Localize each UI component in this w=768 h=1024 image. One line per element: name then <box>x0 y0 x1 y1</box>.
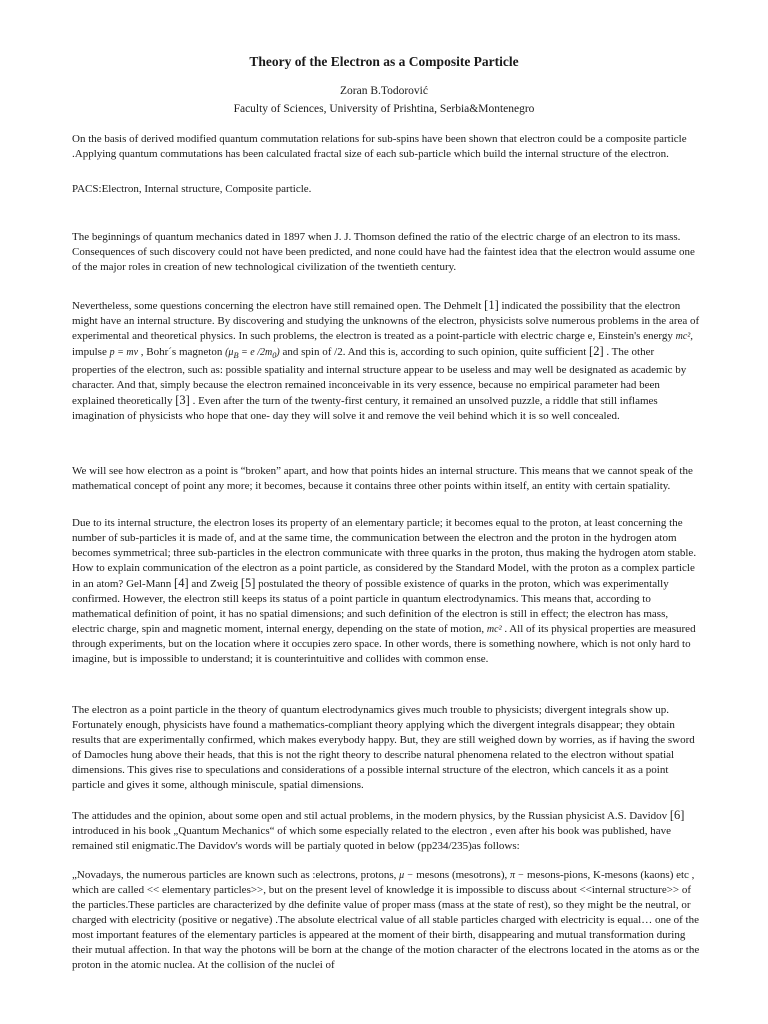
citation-3: [3] <box>175 393 190 407</box>
formula-part: (μ <box>225 347 234 358</box>
text-run: Due to its internal structure, the electron loses its property of an elementary particle; it becomes equal to the proton, at least concerning the number of sub-particles it is made of, and at the same time, the communication between the electron and the proton in the hydrogen atom becomes symmetrical; three sub-particles in the electron communicate with three quarks in the proton, thus making the hydrogen atom stable. How to explain communication of the electron as a point particle, as considered by the Standard Model, with the proton as a complex particle in an atom? Gel-Mann <box>72 517 697 590</box>
text-run: . Even after the turn of the twenty-first century, it remained an unsolved puzzle, a riddle that still inflames imagination of physicists who hope that one- day they will solve it and remove the veil behind which it is so well concealed. <box>72 395 658 422</box>
abstract <box>72 132 700 162</box>
formula-pi-meson: π − <box>510 870 525 881</box>
text-run: , Bohr´s magneton <box>138 346 226 358</box>
citation-5: [5] <box>240 576 256 590</box>
text-run: Nevertheless, some questions concerning the electron have still remained open. The Dehmelt <box>72 300 485 312</box>
formula-mc2: mc² <box>675 331 691 342</box>
formula-bohr-magneton <box>225 347 280 358</box>
paragraph-7-text <box>72 868 700 973</box>
text-run: and Zweig <box>188 578 241 590</box>
paragraph-4-text <box>72 516 700 667</box>
formula-part: B <box>233 351 239 360</box>
formula-mc2: mc² <box>486 624 502 635</box>
text-run: , impulse <box>72 330 694 358</box>
abstract-text: On the basis of derived modified quantum commutation relations for sub-spins have been shown that electron could be a composite particle .Applying quantum commutations has been calculated fractal size of each sub-particle which build the internal structure of the electron. <box>72 133 687 160</box>
paragraph-2 <box>72 298 700 424</box>
paragraph-4 <box>72 516 700 667</box>
paragraph-5 <box>72 703 700 793</box>
citation-2: [2] <box>589 344 604 358</box>
paragraph-6 <box>72 808 700 854</box>
text-run: . The other properties of the electron, such as: possible spatiality and internal structure appear to be useless and may well be designated as academic by character. And that, simply because the electron remained inconceivable in its very essence, because no empirical parameter had been explained theoretically <box>72 346 687 407</box>
formula-mu-meson: μ − <box>399 870 414 881</box>
text-run: indicated the possibility that the electron might have an internal structure. By discovering and studying the unknowns of the electron, physicists solve numerous problems in the area of experimental and theoretical physics. In such problems, the electron is treated as a point-particle with electric charge e, Einstein's energy <box>72 300 700 342</box>
affiliation: Faculty of Sciences, University of Prishtina, Serbia&Montenegro <box>233 103 535 115</box>
formula-part: = e /2m <box>238 347 273 358</box>
formula-part: 0 <box>272 351 277 360</box>
paragraph-1 <box>72 230 700 275</box>
pacs-line <box>72 182 700 197</box>
paragraph-7 <box>72 868 700 973</box>
paragraph-5-text: The electron as a point particle in the theory of quantum electrodynamics gives much trouble to physicists; divergent integrals show up. Fortunately enough, physicists have found a mathematics-compliant theory applying which the divergent integrals disappear; they obtain results that are experimentally confirmed, which makes everybody happy. But, they are still weighed down by worries, as if having the sword of Damocles hung above their heads, that this is not the right theory to describe natural phenomena related to the electron without spatial dimensions. This gives rise to speculations and considerations of a possible internal structure of the electron, which cancels it as a point particle and gives it some, although miniscule, spatial dimensions. <box>72 704 695 791</box>
paragraph-1-text: The beginnings of quantum mechanics dated in 1897 when J. J. Thomson defined the ratio of the electric charge of an electron to its mass. Consequences of such discovery could not have been predicted, and none could have had the faintest idea that the electron would assume one of the major roles in creation of new technological civilization of the twentieth century. <box>72 231 695 273</box>
citation-6: [6] <box>669 808 685 822</box>
author-name: Zoran B.Todorović <box>340 85 428 97</box>
paragraph-6-text <box>72 808 700 854</box>
citation-1: [1] <box>484 298 499 312</box>
paragraph-2-text <box>72 298 700 424</box>
pacs-text: PACS:Electron, Internal structure, Composite particle. <box>72 183 312 195</box>
text-run: „Novadays, the numerous particles are known such as :electrons, protons, <box>72 869 400 881</box>
paper-title: Theory of the Electron as a Composite Particle <box>249 54 519 69</box>
text-run: mesons-pions, K-mesons (kaons) etc , which are called << elementary particles>>, but on the present level of knowledge it is impossible to discuss about <<internal structure>> of the particles.These particles are characterized by dhe definite value of proper mass (mass at the state of rest), so they might be the neutral, or charged with electricity (positive or negative) .The absolute electrical value of all stable particles charged with electricity is equal… one of the most important features of the elementary particles is appeared at the moment of their birth, disappearing and mutual transformation during their mutual affection. In that way the photons will be born at the change of the motion character of the electrons located in the atoms as or the proton in the atomic nuclea. At the collision of the nuclei of <box>72 869 700 971</box>
text-run: . All of its physical properties are measured through experiments, but on the location where it occupies zero space. In other words, there is something nowhere, which is not only hard to imagine, but is impossible to understand; it is counterintuitive and collides with common ense. <box>72 623 696 665</box>
paragraph-3 <box>72 464 700 494</box>
text-run: postulated the theory of possible existence of quarks in the proton, which was experimentally confirmed. However, the electron still keeps its status of a point particle in quantum electrodynamics. This means that, according to mathematical definition of point, it has no spatial dimensions; and such definition of the electron is still in effect; the electron has mass, electric charge, spin and magnetic moment, internal energy, depending on the state of motion, <box>72 578 669 635</box>
formula-part: ) <box>276 347 280 358</box>
text-run: The attidudes and the opinion, about some open and stil actual problems, in the modern physics, by the Russian physicist A.S. Davidov <box>72 810 670 822</box>
citation-4: [4] <box>174 576 189 590</box>
paragraph-3-text: We will see how electron as a point is “broken” apart, and how that points hides an internal structure. This means that we cannot speak of the mathematical concept of point any more; it becomes, because it contains three other points within itself, an entity with certain spatiality. <box>72 465 693 492</box>
text-run: mesons (mesotrons), <box>413 869 510 881</box>
text-run: introduced in his book „Quantum Mechanics“ of which some especially related to the electron , even after his book was published, have remained stil enigmatic.The Davidov's words will be partialy quoted in below (pp234/235)as follows: <box>72 825 672 852</box>
formula-momentum: p = mv <box>109 347 139 358</box>
text-run: and spin of /2. And this is, according to such opinion, quite sufficient <box>279 346 590 358</box>
